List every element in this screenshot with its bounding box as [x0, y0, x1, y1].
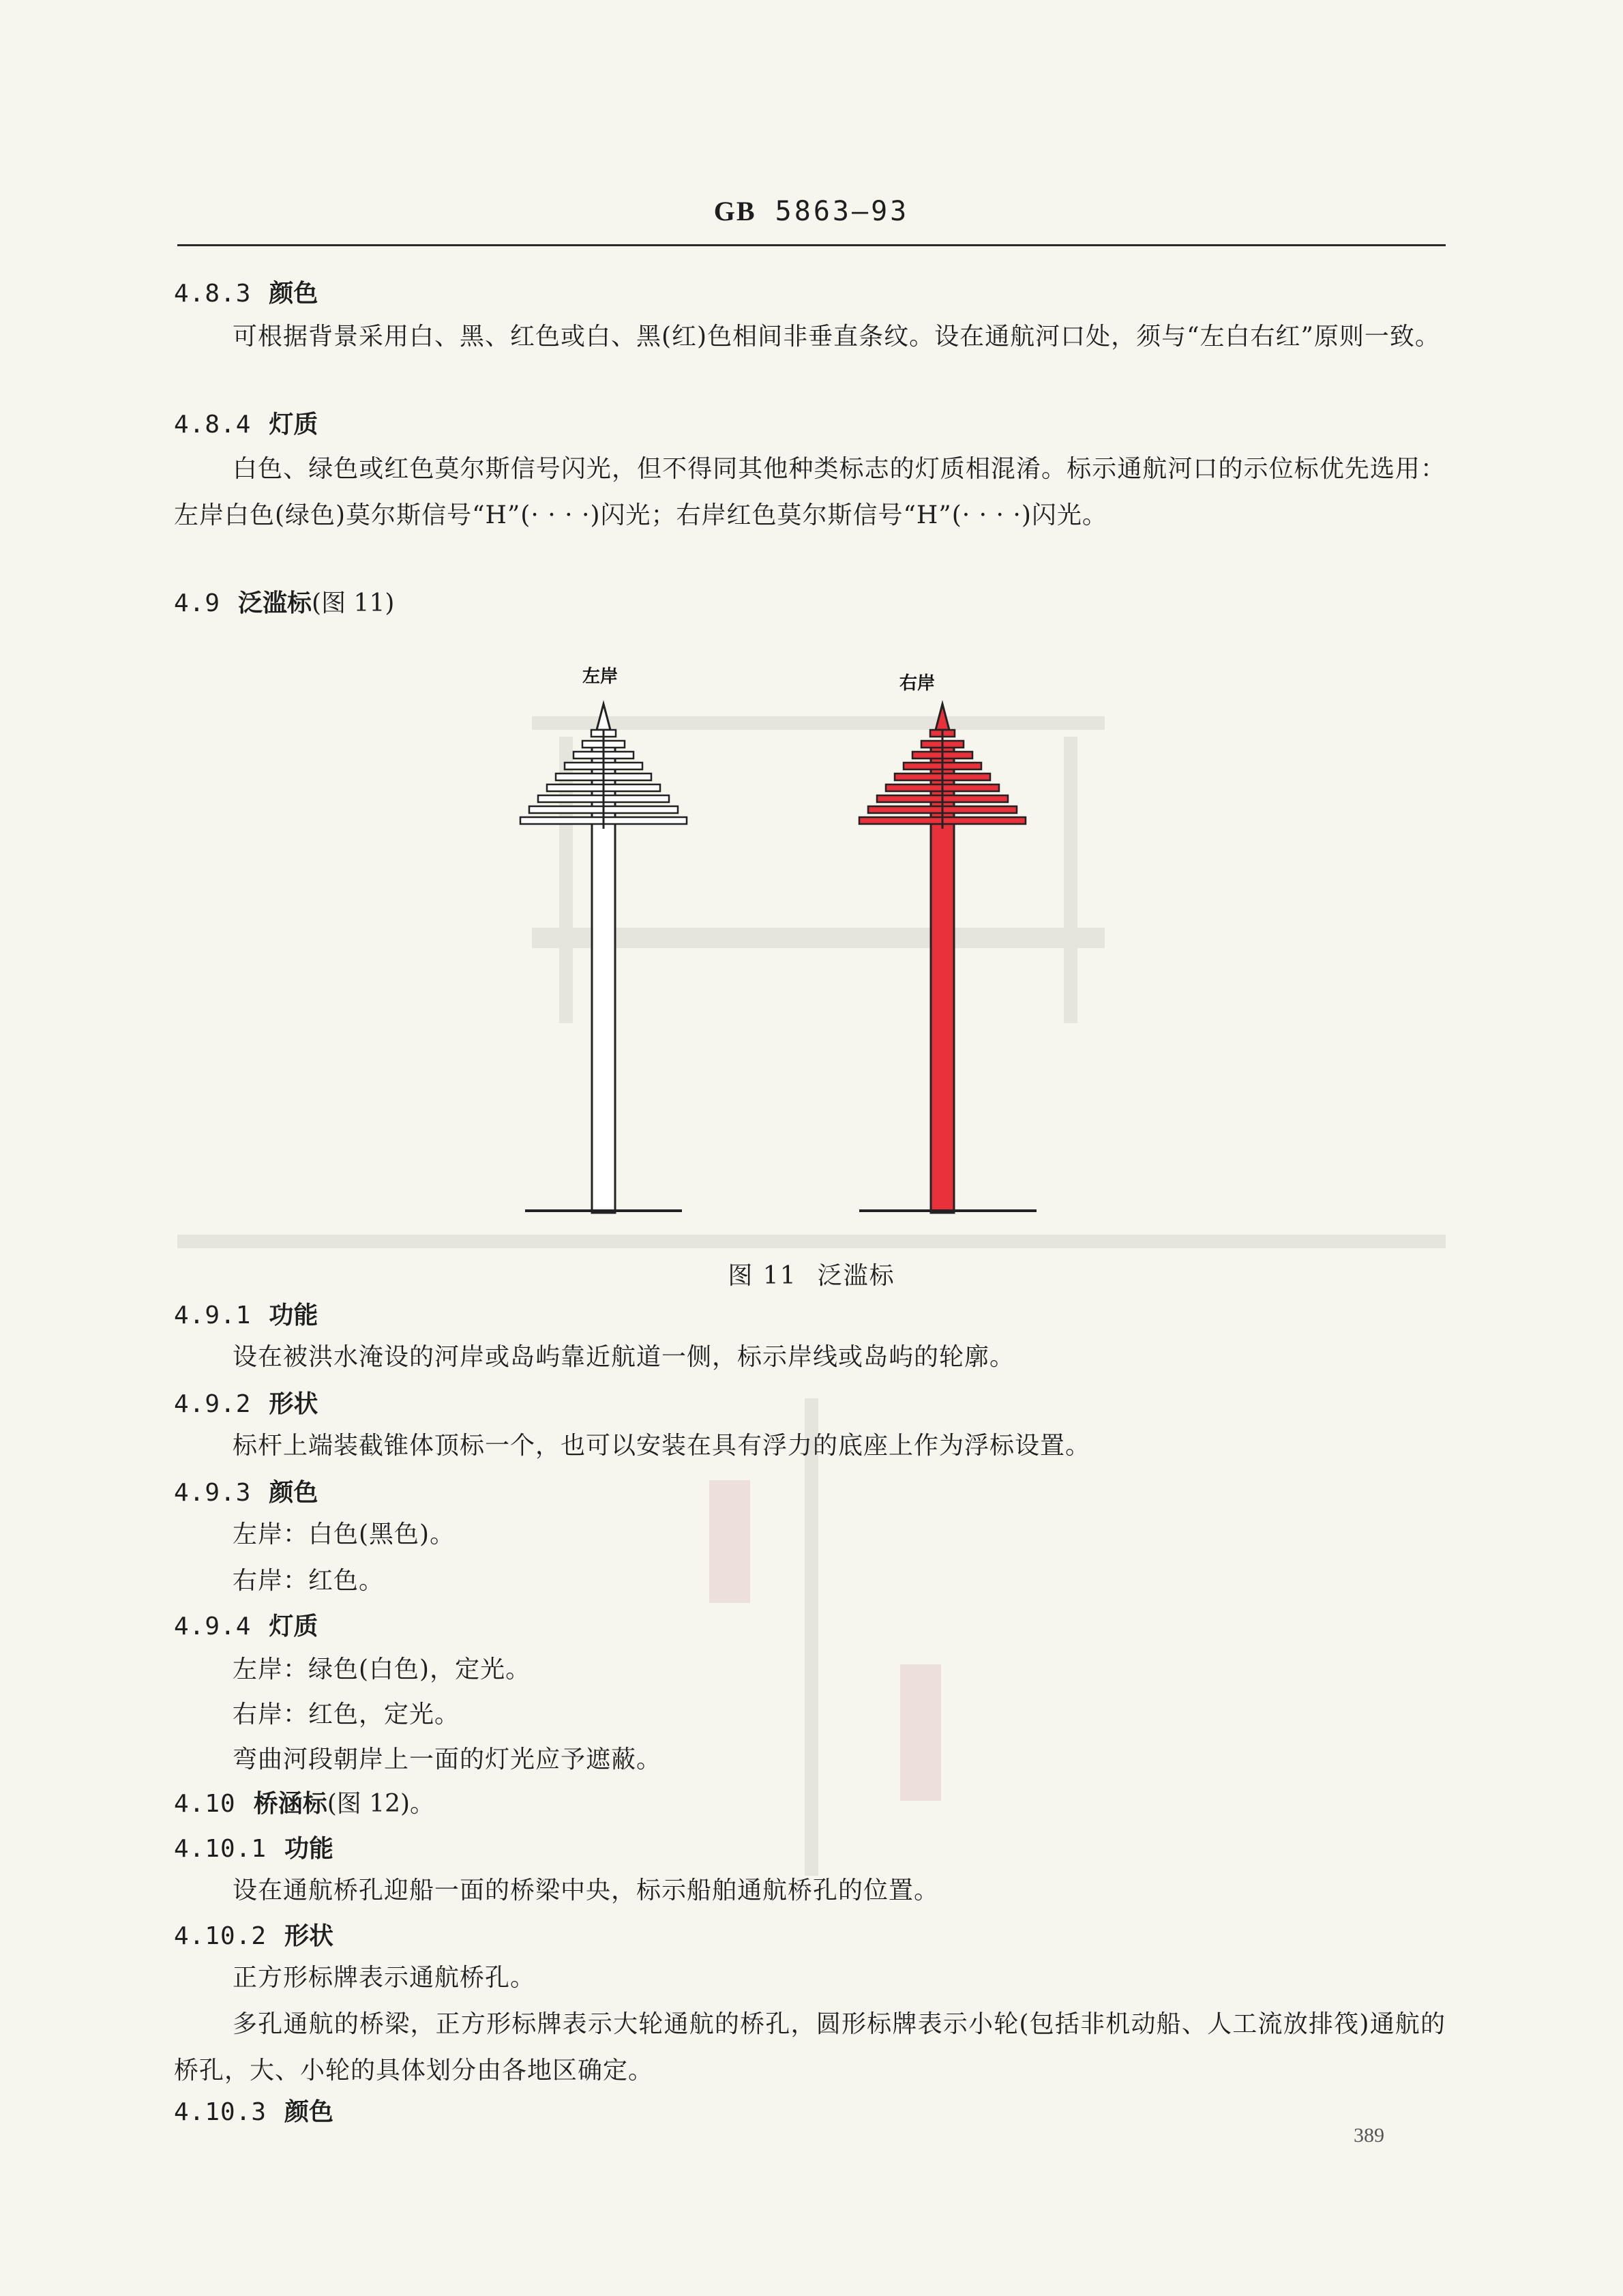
- left-bank-label: 左岸: [582, 666, 619, 687]
- heading-4-9-4: [174, 1607, 318, 1642]
- figure-caption: [682, 1256, 941, 1291]
- caption-title: 泛滥标: [817, 1262, 895, 1290]
- paragraph: 设在被洪水淹设的河岸或岛屿靠近航道一侧，标示岸线或岛屿的轮廓。: [233, 1343, 1015, 1371]
- section-number: 4.9.1: [174, 1301, 252, 1329]
- heading-4-8-4: [174, 405, 318, 440]
- header-rule: [177, 244, 1446, 246]
- heading-4-8-3: [174, 274, 318, 309]
- heading-4-9-3: [174, 1473, 318, 1508]
- paragraph: 右岸：红色。: [233, 1567, 385, 1595]
- section-title: 灯质: [269, 411, 318, 439]
- section-number: 4.10.3: [174, 2098, 267, 2126]
- section-title: 形状: [269, 1390, 318, 1418]
- mark-tip: [936, 704, 949, 730]
- right-bank-flood-mark: [859, 704, 1026, 1213]
- section-number: 4.10.2: [174, 1922, 267, 1950]
- section-number: 4.10: [174, 1790, 236, 1818]
- figure-reference: (图 11): [312, 589, 395, 617]
- heading-4-10-1: [174, 1829, 333, 1864]
- mark-tip: [597, 704, 610, 730]
- section-number: 4.9: [174, 589, 221, 617]
- paragraph: 左岸：绿色(白色)，定光。: [233, 1655, 531, 1683]
- paragraph: 右岸：红色，定光。: [233, 1701, 460, 1728]
- heading-4-9-1: [174, 1296, 318, 1331]
- header-code: 5863—93: [775, 196, 910, 227]
- section-title: 桥涵标: [253, 1790, 327, 1818]
- figure-reference: (图 12)。: [327, 1790, 435, 1818]
- section-number: 4.9.2: [174, 1390, 252, 1418]
- paragraph: 弯曲河段朝岸上一面的灯光应予遮蔽。: [233, 1746, 662, 1773]
- section-title: 功能: [284, 1835, 334, 1863]
- paragraph: 多孔通航的桥梁，正方形标牌表示大轮通航的桥孔，圆形标牌表示小轮(包括非机动船、人工流放排筏)通航的桥孔，大、小轮的具体划分由各地区确定。: [174, 2010, 1446, 2085]
- header-gb: GB: [713, 196, 756, 226]
- section-title: 功能: [269, 1301, 318, 1329]
- section-title: 灯质: [269, 1613, 318, 1640]
- section-title: 颜色: [284, 2098, 334, 2126]
- heading-4-9-2: [174, 1385, 318, 1419]
- section-title: 颜色: [269, 280, 318, 308]
- caption-number: 图 11: [728, 1262, 797, 1290]
- section-number: 4.8.3: [174, 280, 252, 308]
- section-title: 形状: [284, 1922, 334, 1950]
- heading-4-10-3: [174, 2093, 333, 2128]
- section-number: 4.8.4: [174, 411, 252, 439]
- section-number: 4.9.3: [174, 1479, 252, 1507]
- paragraph: 标杆上端装截锥体顶标一个，也可以安装在具有浮力的底座上作为浮标设置。: [233, 1432, 1091, 1460]
- paragraph: 正方形标牌表示通航桥孔。: [233, 1964, 536, 1992]
- section-number: 4.9.4: [174, 1613, 252, 1640]
- paragraph: 白色、绿色或红色莫尔斯信号闪光，但不得同其他种类标志的灯质相混淆。标示通航河口的示位标优先选用：左岸白色(绿色)莫尔斯信号“H”(· · · ·)闪光；右岸红色莫尔斯信号“H”(· · · ·)闪光。: [174, 455, 1446, 529]
- heading-4-9: [174, 584, 394, 619]
- paragraph: 可根据背景采用白、黑、红色或白、黑(红)色相间非垂直条纹。设在通航河口处，须与“左白右红”原则一致。: [233, 323, 1440, 351]
- paragraph: 设在通航桥孔迎船一面的桥梁中央，标示船舶通航桥孔的位置。: [233, 1876, 940, 1904]
- heading-4-10: [174, 1784, 434, 1819]
- section-title: 颜色: [269, 1479, 318, 1507]
- running-header: [177, 195, 1446, 227]
- page-number: 389: [1354, 2124, 1384, 2147]
- section-title: 泛滥标: [238, 589, 312, 617]
- paragraph: 左岸：白色(黑色)。: [233, 1520, 456, 1548]
- left-bank-flood-mark: [520, 704, 687, 1213]
- section-number: 4.10.1: [174, 1835, 267, 1863]
- right-bank-label: 右岸: [899, 673, 936, 694]
- figure-flood-marks: [477, 662, 1146, 1248]
- heading-4-10-2: [174, 1917, 333, 1952]
